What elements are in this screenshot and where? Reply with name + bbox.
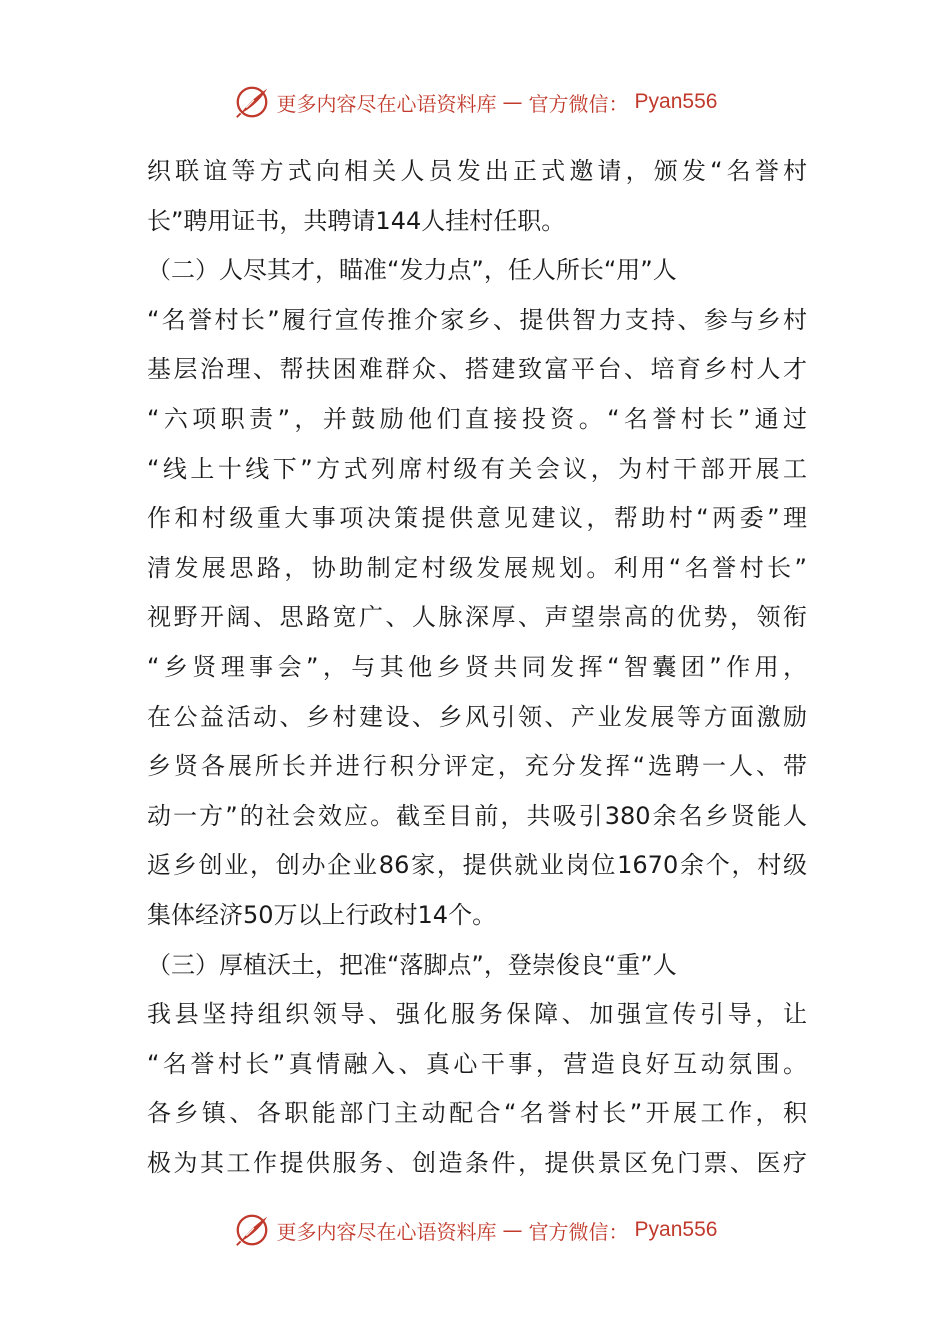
quill-logo-icon — [233, 1211, 271, 1249]
text-line: “名誉村长”履行宣传推介家乡、提供智力支持、参与乡村 — [147, 305, 807, 334]
document-body — [147, 147, 807, 1188]
text-line: 在公益活动、乡村建设、乡风引领、产业发展等方面激励 — [147, 702, 807, 731]
text-line: 织联谊等方式向相关人员发出正式邀请，颁发“名誉村 — [147, 157, 807, 185]
watermark-banner-top — [0, 80, 950, 124]
text-line: 极为其工作提供服务、创造条件，提供景区免门票、医疗 — [147, 1148, 807, 1177]
text-line: 长”聘用证书，共聘请144人挂村任职。 — [147, 206, 566, 235]
watermark-separator: — — [502, 90, 523, 114]
text-line: “名誉村长”真情融入、真心干事，营造良好互动氛围。 — [147, 1049, 807, 1078]
text-line: “六项职责”，并鼓励他们直接投资。“名誉村长”通过 — [147, 404, 807, 433]
text-line: 我县坚持组织领导、强化服务保障、加强宣传引导，让 — [147, 1000, 807, 1029]
watermark-banner-bottom — [0, 1208, 950, 1252]
text-line: 基层治理、帮扶困难群众、搭建致富平台、培育乡村人才 — [147, 355, 807, 384]
text-line: 返乡创业，创办企业86家，提供就业岗位1670余个，村级 — [147, 851, 807, 880]
text-line: “乡贤理事会”，与其他乡贤共同发挥“智囊团”作用， — [147, 652, 807, 681]
quill-logo-icon — [233, 83, 271, 121]
text-line: “线上十线下”方式列席村级有关会议，为村干部开展工 — [147, 454, 807, 483]
text-line: 各乡镇、各职能部门主动配合“名誉村长”开展工作，积 — [147, 1099, 807, 1128]
text-line: 动一方”的社会效应。截至目前，共吸引380余名乡贤能人 — [147, 801, 807, 830]
heading-line: （三）厚植沃土，把准“落脚点”，登崇俊良“重”人 — [147, 950, 677, 979]
text-line: 清发展思路，协助制定村级发展规划。利用“名誉村长” — [147, 553, 807, 582]
section-heading — [147, 246, 807, 296]
watermark-separator: — — [502, 1218, 523, 1242]
watermark-wechat-label: 官方微信： — [528, 91, 629, 116]
watermark-wechat-label: 官方微信： — [528, 1219, 629, 1244]
heading-line: （二）人尽其才，瞄准“发力点”，任人所长“用”人 — [147, 256, 677, 285]
watermark-wechat-id: Pyan556 — [634, 1218, 718, 1241]
watermark-text: 更多内容尽在心语资料库 — [276, 91, 497, 116]
paragraph-body — [147, 296, 807, 941]
paragraph-body — [147, 990, 807, 1188]
text-line: 集体经济50万以上行政村14个。 — [147, 900, 497, 929]
text-line: 乡贤各展所长并进行积分评定，充分发挥“选聘一人、带 — [147, 752, 807, 781]
section-heading — [147, 941, 807, 991]
paragraph-body — [147, 147, 807, 246]
text-line: 作和村级重大事项决策提供意见建议，帮助村“两委”理 — [147, 504, 807, 533]
watermark-wechat-id: Pyan556 — [634, 90, 718, 113]
watermark-text: 更多内容尽在心语资料库 — [276, 1219, 497, 1244]
text-line: 视野开阔、思路宽广、人脉深厚、声望崇高的优势，领衔 — [147, 603, 807, 632]
